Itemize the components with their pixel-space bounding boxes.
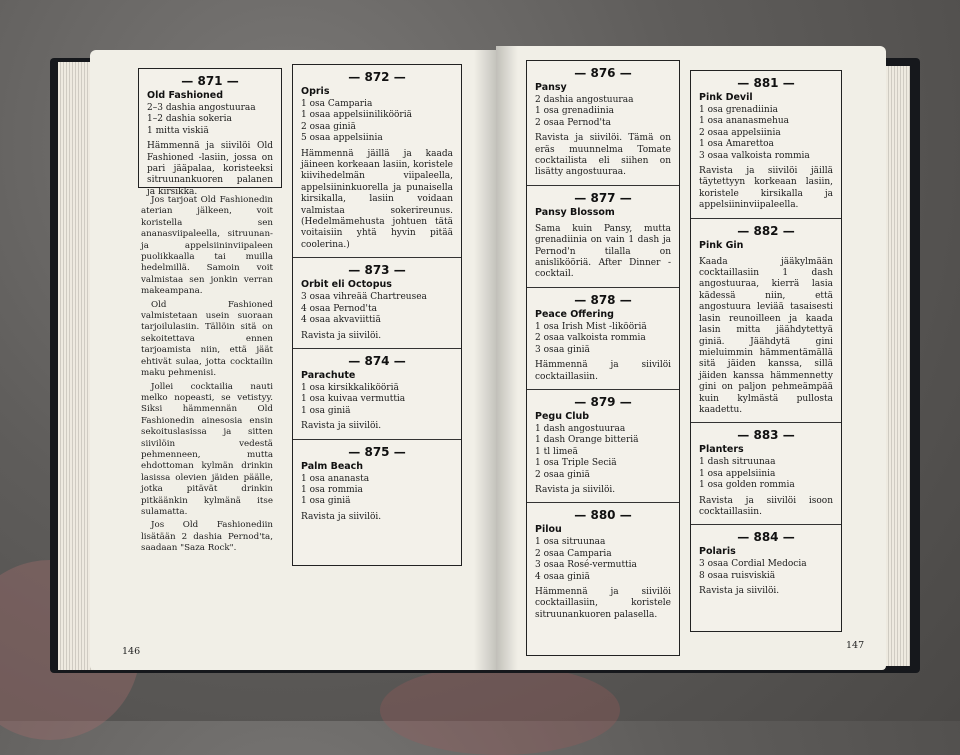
instructions: Hämmennä ja siivilöi Old Fashioned -lasiin, jossa on pari jääpalaa, koristeeksi sitruunankuoren palanen ja kirsikka. <box>147 141 273 197</box>
recipe-number: — 879 — <box>574 394 632 409</box>
recipe-name: Orbit eli Octopus <box>301 279 392 291</box>
recipe-877 <box>527 186 679 288</box>
ingredient: 1 dash sitruunaa <box>699 457 776 468</box>
instructions: Kaada jääkylmään cocktaillasiin 1 dash angostuuraa, kierrä lasia kädessä niin, että angostuura leviää tasaisesti lasin reunoilleen ja kaada lasin mitta jäähdytettyä giniä. Jäähdytä gini mieluimmin hämmentämällä sitä jäiden kanssa, sillä jäiden kanssa hämmennetty gini on paljon pehmeämpää kuin kylmästä pullosta kaadettu. <box>699 256 833 415</box>
recipe-883 <box>691 423 841 525</box>
right-page <box>496 46 886 670</box>
recipe-876 <box>527 61 679 186</box>
ingredient: 1 dash angostuuraa <box>535 423 626 434</box>
ingredient: 4 osaa giniä <box>535 571 590 582</box>
recipe-name: Pansy <box>535 82 567 93</box>
ingredient: 1 mitta viskiä <box>147 125 209 136</box>
ingredient: 2–3 dashia angostuuraa <box>147 103 256 113</box>
ingredient: 2 osaa appelsiinia <box>699 127 781 138</box>
ingredient: 3 osaa Cordial Medocia <box>699 559 807 570</box>
recipe-name: Pilou <box>535 524 562 536</box>
paragraph: Old Fashioned valmistetaan usein suoraan tarjoilulasiin. Tällöin sitä on sekoitettava ennen tarjoamista niin, että jäät ehtivät sulaa, jotta cocktailin maku pehmenisi. <box>141 299 273 379</box>
ingredient: 1 osa ananasta <box>301 473 370 484</box>
paragraph: Jos Old Fashionediin lisätään 2 dashia Pernod'ta, saadaan "Saza Rock". <box>141 520 273 554</box>
recipe-number: — 872 — <box>348 70 406 84</box>
recipe-number: — 875 — <box>348 444 406 459</box>
ingredient: 3 osaa vihreää Chartreusea <box>301 292 427 303</box>
recipe-box-881-884 <box>690 70 842 632</box>
recipe-number: — 881 — <box>737 76 795 90</box>
ingredient: 8 osaa ruisviskiä <box>699 570 776 581</box>
instructions: Ravista ja siivilöi. <box>301 330 382 341</box>
instructions: Ravista ja siivilöi isoon cocktaillasiin. <box>699 495 833 517</box>
ingredient: 2 osaa valkoista rommia <box>535 333 646 344</box>
recipe-name: Pansy Blossom <box>535 206 615 218</box>
ingredient: 5 osaa appelsiinia <box>301 133 383 144</box>
recipe-874 <box>293 349 461 440</box>
ingredient: 2 osaa giniä <box>535 469 590 480</box>
ingredient: 4 osaa Pernod'ta <box>301 303 377 314</box>
ingredient: 3 osaa giniä <box>535 344 590 355</box>
instructions: Ravista ja siivilöi. <box>301 421 382 432</box>
instructions: Ravista ja siivilöi jäillä täytettyyn korkeaan lasiin, koristele kirsikalla ja appelsiininviipaleella. <box>699 166 833 211</box>
instructions: Hämmennä ja siivilöi cocktaillasiin. <box>535 360 671 382</box>
recipe-number: — 876 — <box>574 66 632 80</box>
ingredient: 1 osa ananasmehua <box>699 116 789 127</box>
instructions: Ravista ja siivilöi. Tämä on eräs muunnelma Tomate cocktailista eli siihen on lisätty angostuuraa. <box>535 133 671 178</box>
instructions: Ravista ja siivilöi. <box>699 586 780 597</box>
instructions: Sama kuin Pansy, mutta grenadiinia on vain 1 dash ja Pernod'n tilalla on anislikööriä. After Dinner -cocktail. <box>535 223 671 280</box>
instructions: Hämmennä jäillä ja kaada jäineen korkeaan lasiin, koristele kiivihedelmän viipaleella, appelsiininkuorella ja punaisella kirsikalla, lasiin voidaan valmistaa sokerireunus. (Hedelmämehusta johtuen tätä voitaisiin yhtä hyvin pitää coolerina.) <box>301 148 453 250</box>
ingredient: 1 osa sitruunaa <box>535 537 606 548</box>
recipe-884 <box>691 525 841 603</box>
recipe-number: — 878 — <box>574 292 632 307</box>
ingredient: 1 osa Triple Seciä <box>535 458 617 469</box>
recipe-box-876-880 <box>526 60 680 656</box>
recipe-number: — 873 — <box>348 263 406 278</box>
recipe-box-872-875 <box>292 64 462 566</box>
recipe-name: Palm Beach <box>301 460 364 472</box>
recipe-881 <box>691 71 841 219</box>
instructions: Ravista ja siivilöi. <box>535 484 616 495</box>
recipe-name: Pegu Club <box>535 410 590 422</box>
ingredient: 1 tl limeä <box>535 446 578 457</box>
ingredient: 1 osa rommia <box>301 484 363 495</box>
recipe-name: Peace Offering <box>535 308 614 320</box>
recipe-name: Pink Gin <box>699 239 744 251</box>
recipe-name: Parachute <box>301 369 356 381</box>
recipe-name: Old Fashioned <box>147 90 223 101</box>
instructions: Ravista ja siivilöi. <box>301 511 382 522</box>
recipe-number: — 874 — <box>348 353 406 368</box>
recipe-880 <box>527 503 679 627</box>
left-page <box>90 50 496 670</box>
recipe-879 <box>527 390 679 503</box>
page-number: 147 <box>846 640 865 651</box>
recipe-box-871 <box>138 68 282 197</box>
ingredient: 1 osa kuivaa vermuttia <box>301 394 406 405</box>
ingredient: 1 osaa appelsiinilikööriä <box>301 110 412 121</box>
ingredient: 2 osaa Camparia <box>535 548 612 559</box>
ingredient: 1 osa kirsikkalikööriä <box>301 382 399 393</box>
article-text <box>141 195 273 557</box>
recipe-number: — 871 — <box>181 74 239 88</box>
recipe-872 <box>293 65 461 258</box>
recipe-number: — 877 — <box>574 190 632 205</box>
ingredient: 3 osaa valkoista rommia <box>699 150 810 161</box>
recipe-873 <box>293 258 461 349</box>
ingredient: 1 dash Orange bitteriä <box>535 435 639 446</box>
recipe-name: Opris <box>301 86 330 97</box>
ingredient: 1–2 dashia sokeria <box>147 114 232 125</box>
ingredient: 1 osa Amarettoa <box>699 139 774 150</box>
ingredient: 1 osa Irish Mist -likööriä <box>535 321 647 332</box>
instructions: Hämmennä ja siivilöi cocktaillasiin, koristele sitruunankuoren palasella. <box>535 586 671 620</box>
ingredient: 1 osa giniä <box>301 496 351 507</box>
recipe-number: — 880 — <box>574 508 632 523</box>
ingredient: 1 osa appelsiinia <box>699 468 776 479</box>
recipe-878 <box>527 288 679 390</box>
ingredient: 2 dashia angostuuraa <box>535 95 634 105</box>
recipe-name: Polaris <box>699 546 736 558</box>
ingredient: 3 osaa Rosé-vermuttia <box>535 560 637 571</box>
ingredient: 4 osaa akvaviittiä <box>301 315 381 326</box>
recipe-number: — 884 — <box>737 530 795 545</box>
ingredient: 1 osa giniä <box>301 405 351 416</box>
recipe-871 <box>139 69 281 204</box>
ingredient: 1 osa Camparia <box>301 99 373 109</box>
recipe-name: Planters <box>699 444 744 456</box>
recipe-name: Pink Devil <box>699 92 753 103</box>
paragraph: Jollei cocktailia nauti melko nopeasti, se vetistyy. Siksi hämmennän Old Fashionedin ainesosia ensin sekoituslasissa ja sitten siivilöin vedestä pehmenneen, mutta ehdottoman kylmän drinkin lasissa olevien jäiden päälle, jotka pitävät drinkin pitkäänkin kylmänä itse sulamatta. <box>141 381 273 517</box>
recipe-875 <box>293 440 461 530</box>
recipe-882 <box>691 219 841 424</box>
page-number: 146 <box>122 646 141 657</box>
paragraph: Jos tarjoat Old Fashionedin aterian jälkeen, voit koristella sen ananasviipaleella, sitruunan- ja appelsiininviipaleen puolikkaalla tai muilla hedelmillä. Samoin voit valmistaa sen jonkin verran makeampana. <box>141 195 273 297</box>
ingredient: 1 osa grenadiinia <box>535 106 614 117</box>
ingredient: 2 osaa giniä <box>301 121 356 132</box>
recipe-number: — 883 — <box>737 428 795 443</box>
recipe-number: — 882 — <box>737 223 795 238</box>
ingredient: 1 osa grenadiinia <box>699 105 778 115</box>
open-book <box>50 38 920 678</box>
carpet-stain <box>380 665 620 755</box>
ingredient: 2 osaa Pernod'ta <box>535 117 611 128</box>
ingredient: 1 osa golden rommia <box>699 480 795 491</box>
